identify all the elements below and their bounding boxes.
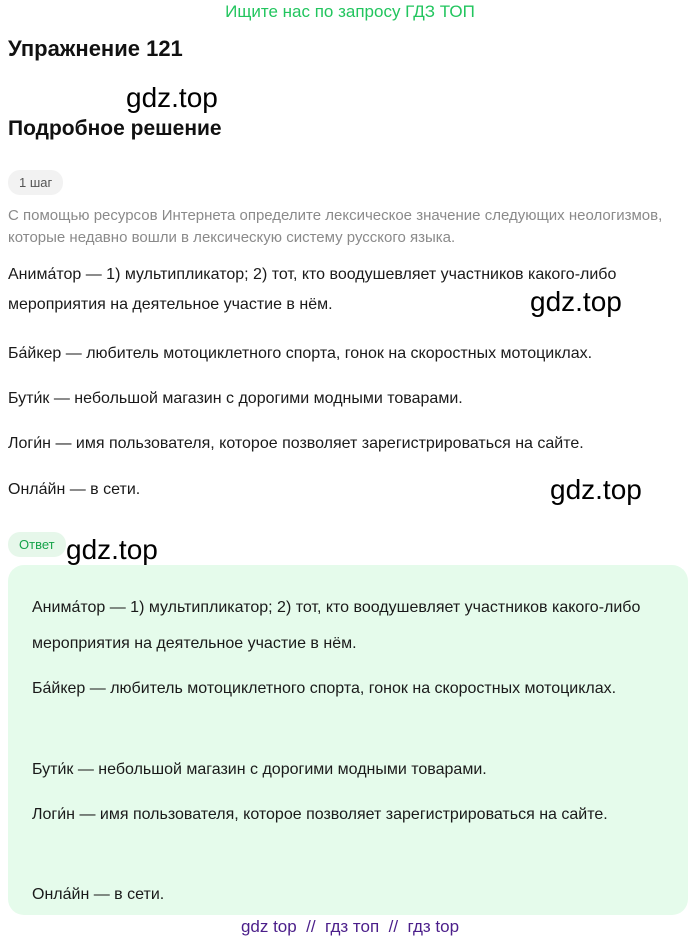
- answer-login: Логи́н — имя пользователя, которое позволяет зарегистрироваться на сайте.: [32, 806, 608, 823]
- watermark: gdz.top: [126, 82, 218, 113]
- definition-biker: Ба́йкер — любитель мотоциклетного спорта, гонок на скоростных мотоциклах.: [8, 345, 593, 362]
- answer-badge: Ответ: [8, 532, 66, 557]
- watermark: gdz.top: [550, 474, 642, 505]
- task-text: С помощью ресурсов Интернета определите лексическое значение следующих неологизмов, которые недавно вошли в лексическую систему русского языка.: [8, 207, 663, 246]
- watermark: gdz.top: [530, 286, 622, 317]
- answer-online: Онла́йн — в сети.: [32, 886, 165, 903]
- definition-animator: Анима́тор — 1) мультипликатор; 2) тот, кто воодушевляет участников какого-либо мероприятия на деятельное участие в нём.: [8, 266, 617, 313]
- solution-title: Подробное решение: [8, 117, 222, 140]
- search-banner: Ищите нас по запросу ГДЗ ТОП: [225, 2, 475, 21]
- answer-boutique: Бути́к — небольшой магазин с дорогими модными товарами.: [32, 761, 487, 778]
- footer-links: gdz top // гдз топ // гдз top: [240, 917, 460, 936]
- step-badge: 1 шаг: [8, 170, 63, 195]
- watermark: gdz.top: [66, 534, 158, 565]
- definition-boutique: Бути́к — небольшой магазин с дорогими модными товарами.: [8, 390, 463, 407]
- answer-biker: Ба́йкер — любитель мотоциклетного спорта, гонок на скоростных мотоциклах.: [32, 680, 617, 697]
- definition-online: Онла́йн — в сети.: [8, 481, 141, 498]
- exercise-title: Упражнение 121: [8, 36, 183, 61]
- definition-login: Логи́н — имя пользователя, которое позволяет зарегистрироваться на сайте.: [8, 435, 584, 452]
- answer-animator: Анима́тор — 1) мультипликатор; 2) тот, кто воодушевляет участников какого-либо мероприятия на деятельное участие в нём.: [32, 599, 641, 652]
